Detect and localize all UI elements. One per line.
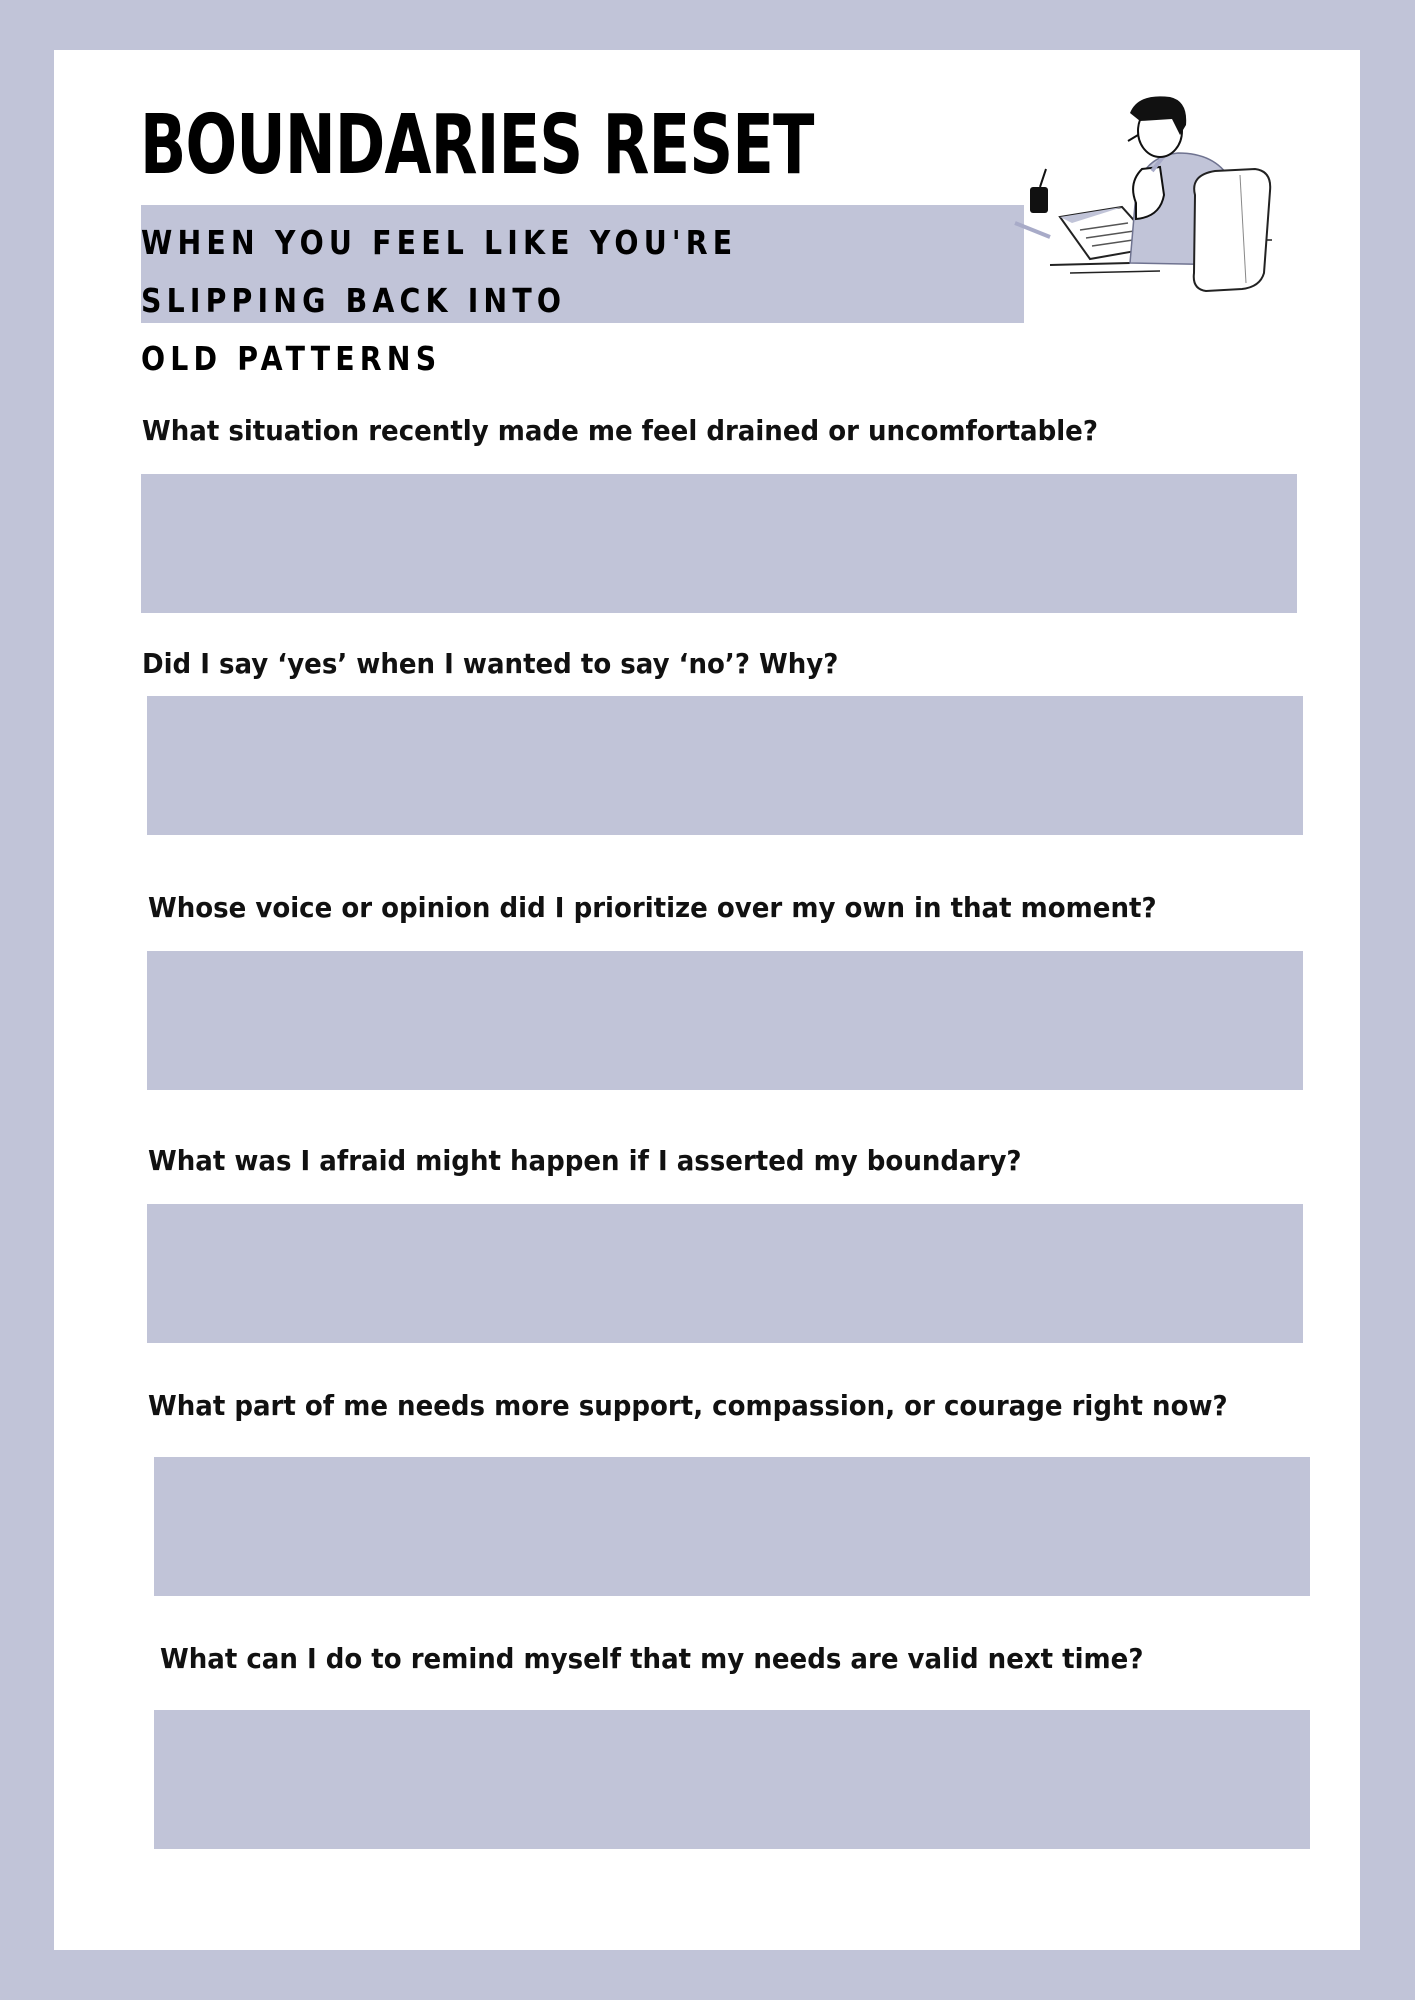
chair-icon [1194,169,1270,291]
page-subtitle: WHEN YOU FEEL LIKE YOU'RE SLIPPING BACK INTO OLD PATTERNS [141,223,738,378]
answer-field-2[interactable] [147,696,1303,835]
answer-field-4[interactable] [147,1204,1303,1343]
question-3: Whose voice or opinion did I prioritize over my own in that moment? [148,891,1157,924]
answer-field-5[interactable] [154,1457,1310,1596]
question-2: Did I say ‘yes’ when I wanted to say ‘no’? Why? [142,647,839,680]
answer-field-3[interactable] [147,951,1303,1090]
answer-field-1[interactable] [141,474,1297,613]
question-6: What can I do to remind myself that my needs are valid next time? [160,1642,1144,1675]
question-1: What situation recently made me feel drained or uncomfortable? [142,414,1098,447]
answer-field-6[interactable] [154,1710,1310,1849]
question-4: What was I afraid might happen if I asserted my boundary? [148,1144,1022,1177]
person-writing-illustration-icon [1010,95,1290,300]
cup-icon [1030,169,1048,213]
question-5: What part of me needs more support, compassion, or courage right now? [148,1389,1228,1422]
page-title: BOUNDARIES RESET [140,98,814,193]
